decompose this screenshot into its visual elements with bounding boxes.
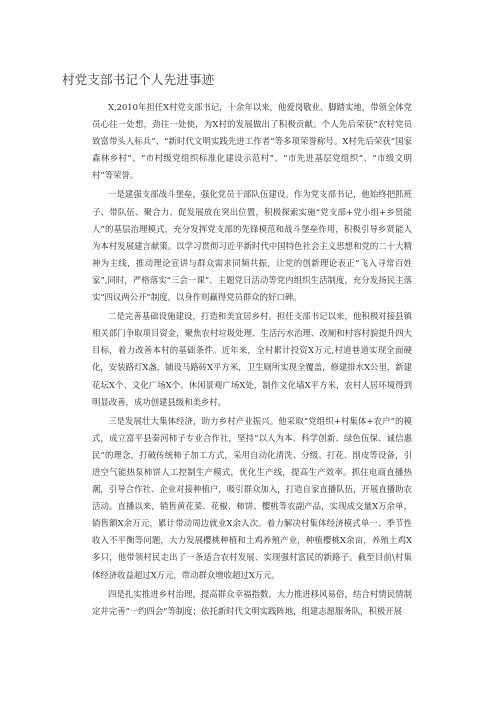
paragraph-four: 四是扎实推进乡村治理，提高群众幸福指数。大力推进移风易俗，结合村情民情制定并完善“一约四会”等制度；依托新时代文明实践阵地，组建志愿服务队，积极开展 — [92, 588, 412, 616]
paragraph-intro: X,2010年担任X村党支部书记，十余年以来，他爱岗敬业、脚踏实地，带领全体党员心往一处想，劲往一处使，为X村的发展做出了积极贡献。个人先后荣获“农村党员致富带头人标兵”、“新时代文明实践先进工作者”等多项荣誉称号。X村先后荣获“国家森林乡村”、“市村级党组织标准化建设示范村”、“市先进基层党组织”、“市级文明村”等荣誉。 — [92, 102, 412, 181]
paragraph-three: 三是发展壮大集体经济，助力乡村产业振兴。他采取“党组织+村集体+农户”的模式，成立富平县秦河柿子专业合作社，坚持“以人为本、科学创新、绿色伍保、诚信惠民”的理念，打破传统柿子加工方式，采用自动化清洗、分级、打花、削皮等设备，引进空气能热泵柿饼人工控制生产模式，优化生产线，提高生产效率。抓住电商直播热潮，引导合作社、企业对接种植户，吸引群众加入，打造自家直播队伍，开展直播助农活动。直播以来，销售黄花菜、花椒、柿饼、樱桃等农副产品，实现成交量X万余单，销售额X余万元，累计带动周边就业X余人次。着力解决村集体经济模式单一、季节性收入不平衡等问题，大力发展樱桃种植和土鸡养殖产业，种植樱桃X余亩，养殖土鸡X多只，他带领村民走出了一条适合农村发展、实现强村富民的新路子。截至目前\村集体经济收益超过X万元，带动群众增收超过X万元。 — [92, 415, 412, 580]
document-title: 村党支部书记个人先进事迹 — [62, 72, 215, 87]
document-body — [92, 99, 412, 622]
paragraph-two: 二是完善基础设施建设，打造和美宜居乡村。担任支部书记以来，他积极对接县镇相关部门争取项目资金，聚焦农村垃圾处理、生活污水治理、改厕和村容村貌提升四大目标，着力改善本村的基础条件。近年来，全村累计投资X万元,村道巷道实现全面硬化，安装路灯X盏，铺设马路砖X平方米，卫生厕所实现全覆盖，修建排水X公里，新建花坛X个、文化广场X个、休闲景观广场X处，制作文化墙X平方米，农村人居环境得到明显改善，成功创建县级和美乡村。 — [92, 311, 412, 407]
paragraph-one: 一是建强支部战斗堡垒，强化党员干部队伍建设。作为党支部书记，他始终把抓班子、带队伍、聚合力、促发展放在突出位置，积极探索实施“党支部+党小组+乡贤能人”的基层治理模式，充分发挥党支部的先锋模范和战斗堡垒作用，积极引导乡贤能人为本村发展建言献策。以学习贯彻习近平新时代中国特色社会主义思想和党的二十大精神为主线，推动理论宣讲与群众需求同频共振，让党的创新理论表正“飞入寻常百姓家”,同时，严格落实“三会一课”、主题党日活动等党内组织生活制度，充分发扬民主落实“四议两公开”制度，以身作则赢得党员群众的好口碑。 — [92, 189, 412, 303]
